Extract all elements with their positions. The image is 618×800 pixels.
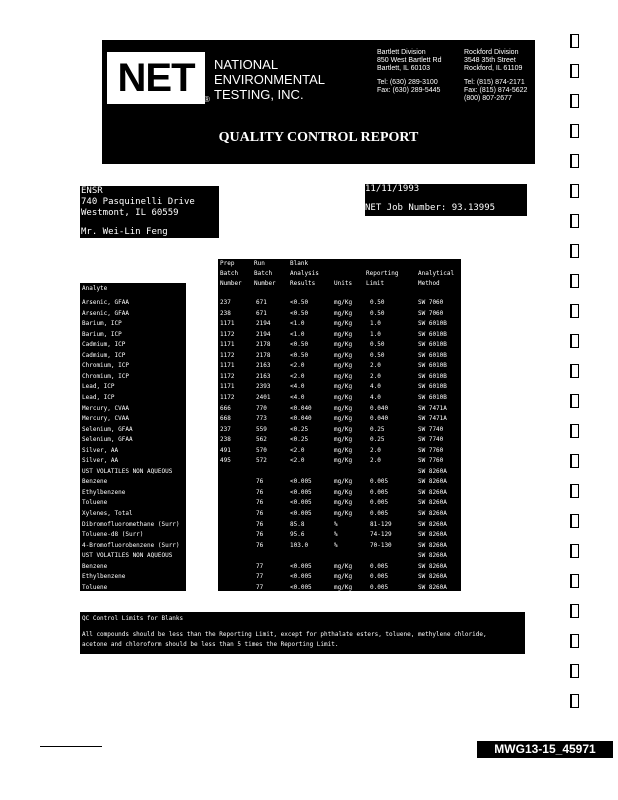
cell-prep: 491 <box>220 446 231 454</box>
column-header-run: Number <box>254 280 276 287</box>
cell-prep: 238 <box>220 436 231 444</box>
cell-method: SW 8260A <box>418 583 447 591</box>
cell-limit: 0.005 <box>370 478 389 486</box>
cell-analyte: Chromium, ICP <box>82 362 129 370</box>
cell-prep: 1171 <box>220 341 235 349</box>
cell-limit: 74-129 <box>370 531 392 539</box>
cell-result: <1.0 <box>290 320 305 328</box>
cell-limit: 0.50 <box>370 299 385 306</box>
address-line: Tel: (630) 289-3100 <box>377 79 438 86</box>
binder-mark <box>570 364 579 378</box>
cell-analyte: Chromium, ICP <box>82 372 129 380</box>
column-header-results: Results <box>290 280 316 287</box>
cell-result: <0.50 <box>290 351 309 359</box>
cell-run: 77 <box>256 573 264 581</box>
client-line: 740 Pasquinelli Drive <box>81 197 195 207</box>
cell-units: % <box>334 520 338 528</box>
cell-method: SW 8260A <box>418 520 447 528</box>
address-line: (800) 807-2677 <box>464 95 512 102</box>
cell-analyte: Toluene-d8 (Surr) <box>82 531 144 539</box>
cell-result: <0.005 <box>290 478 312 486</box>
binder-mark <box>570 544 579 558</box>
cell-analyte: Xylenes, Total <box>82 594 133 602</box>
binder-mark <box>570 634 579 648</box>
binder-mark <box>570 244 579 258</box>
column-header-run: Run <box>254 260 265 267</box>
cell-units: mg/Kg <box>334 499 353 507</box>
cell-units: mg/Kg <box>334 510 353 517</box>
cell-result: <0.005 <box>290 594 312 602</box>
cell-method: SW 6010B <box>418 320 447 328</box>
cell-run: 76 <box>256 510 264 517</box>
cell-result: 103.0 <box>290 541 309 549</box>
address-line: Bartlett Division <box>377 49 426 56</box>
cell-units: mg/Kg <box>334 583 353 591</box>
cell-units: mg/Kg <box>334 372 353 380</box>
cell-limit: 1.0 <box>370 330 381 338</box>
cell-units: mg/Kg <box>334 573 353 581</box>
cell-method: SW 6010B <box>418 330 447 338</box>
cell-run: 76 <box>256 531 264 539</box>
report-title: QUALITY CONTROL REPORT <box>218 130 419 145</box>
cell-analyte: Xylenes, Total <box>82 510 133 517</box>
client-line: ENSR <box>81 186 103 196</box>
address-line: Fax: (630) 289-5445 <box>377 87 441 94</box>
address-line: Rockford, IL 61109 <box>464 65 523 72</box>
client-line: Westmont, IL 60559 <box>81 208 179 218</box>
cell-limit: 0.25 <box>370 425 385 433</box>
cell-units: mg/Kg <box>334 425 353 433</box>
cell-limit: 4.0 <box>370 393 381 401</box>
cell-limit: 0.50 <box>370 351 385 359</box>
cell-limit: 0.005 <box>370 583 389 591</box>
address-line: Fax: (815) 874-5622 <box>464 87 528 94</box>
cell-units: mg/Kg <box>334 404 353 412</box>
column-header-units: Units <box>334 280 353 287</box>
cell-limit: 2.0 <box>370 446 381 454</box>
binder-mark <box>570 394 579 408</box>
cell-analyte: Arsenic, GFAA <box>82 309 129 317</box>
cell-method: SW 8260A <box>418 552 447 560</box>
cell-limit: 0.005 <box>370 594 389 602</box>
cell-units: mg/Kg <box>334 446 353 454</box>
cell-method: SW 8260A <box>418 594 447 602</box>
cell-units: mg/Kg <box>334 457 353 465</box>
cell-units: mg/Kg <box>334 341 353 349</box>
cell-method: SW 8260A <box>418 467 447 475</box>
column-header-limit: Limit <box>366 280 385 287</box>
cell-run: 2401 <box>256 393 271 401</box>
column-header-prep: Number <box>220 280 242 287</box>
cell-method: SW 8260A <box>418 562 447 570</box>
cell-prep: 1171 <box>220 362 235 370</box>
cell-prep: 237 <box>220 299 231 306</box>
column-header-method: Analytical <box>418 270 455 277</box>
cell-method: SW 7740 <box>418 436 444 444</box>
cell-method: SW 8260A <box>418 488 447 496</box>
cell-prep: 666 <box>220 404 231 412</box>
cell-method: SW 6010B <box>418 393 447 401</box>
cell-result: <0.25 <box>290 425 309 433</box>
cell-result: <0.50 <box>290 309 309 317</box>
footnote-line: All compounds should be less than the Reporting Limit, except for phthalate esters, toluene, methylene chloride, <box>82 631 487 638</box>
cell-run: 77 <box>256 594 264 602</box>
registered-mark: ® <box>204 95 210 104</box>
client-contact: Mr. Wei-Lin Feng <box>81 227 168 237</box>
cell-method: SW 6010B <box>418 372 447 380</box>
binder-mark <box>570 574 579 588</box>
cell-run: 77 <box>256 583 264 591</box>
cell-result: <0.005 <box>290 488 312 496</box>
column-header-limit: Reporting <box>366 270 399 277</box>
cell-prep: 668 <box>220 415 231 423</box>
cell-units: mg/Kg <box>334 299 353 306</box>
divider <box>40 746 102 747</box>
cell-run: 770 <box>256 404 267 412</box>
binder-mark <box>570 34 579 48</box>
cell-limit: 0.50 <box>370 309 385 317</box>
cell-run: 572 <box>256 457 267 465</box>
qc-footnote <box>80 612 525 654</box>
cell-result: <0.50 <box>290 299 309 306</box>
cell-prep: 1171 <box>220 383 235 391</box>
cell-run: 671 <box>256 299 267 306</box>
column-header-analyte: Analyte <box>82 285 108 292</box>
cell-analyte: Silver, AA <box>82 457 119 465</box>
cell-result: <0.50 <box>290 341 309 349</box>
cell-result: <4.0 <box>290 383 305 391</box>
cell-run: 76 <box>256 488 264 496</box>
cell-result: <0.005 <box>290 499 312 507</box>
binder-mark <box>570 694 579 708</box>
cell-units: mg/Kg <box>334 393 353 401</box>
cell-result: <0.005 <box>290 510 312 517</box>
cell-limit: 0.25 <box>370 436 385 444</box>
cell-run: 76 <box>256 541 264 549</box>
cell-analyte: Toluene <box>82 499 108 507</box>
cell-analyte: UST VOLATILES NON AQUEOUS <box>82 467 173 475</box>
cell-units: mg/Kg <box>334 415 353 423</box>
cell-method: SW 7471A <box>418 404 447 412</box>
cell-result: <4.0 <box>290 393 305 401</box>
address-line: Rockford Division <box>464 49 519 56</box>
cell-analyte: Silver, AA <box>82 446 119 454</box>
cell-run: 570 <box>256 446 267 454</box>
cell-run: 773 <box>256 415 267 423</box>
cell-analyte: Lead, ICP <box>82 383 115 391</box>
cell-units: mg/Kg <box>334 488 353 496</box>
cell-units: mg/Kg <box>334 309 353 317</box>
cell-method: SW 8260A <box>418 510 447 517</box>
cell-analyte: Lead, ICP <box>82 393 115 401</box>
cell-result: <1.0 <box>290 330 305 338</box>
binder-mark <box>570 454 579 468</box>
cell-run: 76 <box>256 499 264 507</box>
cell-result: 85.8 <box>290 520 305 528</box>
cell-analyte: Barium, ICP <box>82 320 122 328</box>
cell-limit: 2.0 <box>370 362 381 370</box>
company-name-line: NATIONAL <box>214 57 279 72</box>
cell-result: <2.0 <box>290 372 305 380</box>
cell-run: 2178 <box>256 351 271 359</box>
column-header-prep: Batch <box>220 270 239 277</box>
footnote-line: acetone and chloroform should be less than 5 times the Reporting Limit. <box>82 641 339 648</box>
binder-mark <box>570 514 579 528</box>
cell-limit: 4.0 <box>370 383 381 391</box>
address-line: 3548 35th Street <box>464 57 516 64</box>
cell-limit: 0.005 <box>370 499 389 507</box>
cell-method: SW 7060 <box>418 299 444 306</box>
cell-units: % <box>334 541 338 549</box>
cell-analyte: Ethylbenzene <box>82 488 126 496</box>
cell-units: mg/Kg <box>334 478 353 486</box>
cell-prep: 237 <box>220 425 231 433</box>
cell-limit: 81-129 <box>370 520 392 528</box>
binder-mark <box>570 604 579 618</box>
cell-result: <0.25 <box>290 436 309 444</box>
cell-analyte: UST VOLATILES NON AQUEOUS <box>82 552 173 560</box>
cell-run: 2393 <box>256 383 271 391</box>
cell-prep: 1172 <box>220 372 235 380</box>
cell-limit: 2.0 <box>370 457 381 465</box>
cell-result: <2.0 <box>290 446 305 454</box>
cell-prep: 1172 <box>220 330 235 338</box>
column-header-results: Blank <box>290 260 309 267</box>
cell-analyte: Benzene <box>82 562 108 570</box>
cell-units: mg/Kg <box>334 362 353 370</box>
cell-method: SW 6010B <box>418 351 447 359</box>
cell-method: SW 7760 <box>418 446 444 454</box>
cell-run: 2178 <box>256 341 271 349</box>
company-name-line: ENVIRONMENTAL <box>214 72 325 87</box>
cell-units: % <box>334 531 338 539</box>
cell-analyte: Mercury, CVAA <box>82 404 129 412</box>
cell-units: mg/Kg <box>334 330 353 338</box>
cell-limit: 0.040 <box>370 404 389 412</box>
cell-run: 2194 <box>256 330 271 338</box>
binder-mark <box>570 124 579 138</box>
cell-analyte: Dibromofluoromethane (Surr) <box>82 520 180 528</box>
cell-result: <2.0 <box>290 362 305 370</box>
cell-run: 76 <box>256 478 264 486</box>
cell-analyte: Barium, ICP <box>82 330 122 338</box>
cell-analyte: Ethylbenzene <box>82 573 126 581</box>
cell-limit: 0.040 <box>370 415 389 423</box>
binder-mark <box>570 664 579 678</box>
cell-units: mg/Kg <box>334 320 353 328</box>
cell-method: SW 6010B <box>418 341 447 349</box>
footnote-title: QC Control Limits for Blanks <box>82 615 184 622</box>
cell-run: 2194 <box>256 320 271 328</box>
binder-mark <box>570 154 579 168</box>
cell-method: SW 6010B <box>418 362 447 370</box>
job-number: NET Job Number: 93.13995 <box>365 203 496 213</box>
cell-prep: 495 <box>220 457 231 465</box>
cell-method: SW 8260A <box>418 541 447 549</box>
cell-method: SW 8260A <box>418 531 447 539</box>
cell-limit: 1.0 <box>370 320 381 328</box>
column-header-run: Batch <box>254 270 273 277</box>
binder-mark <box>570 334 579 348</box>
cell-prep: 1172 <box>220 393 235 401</box>
cell-units: mg/Kg <box>334 562 353 570</box>
address-line: 850 West Bartlett Rd <box>377 57 442 64</box>
cell-result: 95.6 <box>290 531 305 539</box>
cell-units: mg/Kg <box>334 436 353 444</box>
report-subtitle: BLANK ANALYSIS <box>250 156 332 165</box>
cell-method: SW 7740 <box>418 425 444 433</box>
binder-mark <box>570 64 579 78</box>
column-header-results: Analysis <box>290 270 319 277</box>
cell-analyte: Mercury, CVAA <box>82 415 129 423</box>
address-line: Tel: (815) 874-2171 <box>464 79 525 86</box>
cell-limit: 0.005 <box>370 510 389 517</box>
cell-method: SW 6010B <box>418 383 447 391</box>
address-line: Bartlett, IL 60103 <box>377 65 431 72</box>
cell-analyte: Selenium, GFAA <box>82 425 133 433</box>
document-id: MWG13-15_45971 <box>477 741 613 758</box>
cell-analyte: Cadmium, ICP <box>82 351 126 359</box>
cell-method: SW 8260A <box>418 573 447 581</box>
cell-result: <0.005 <box>290 562 312 570</box>
binder-mark <box>570 184 579 198</box>
cell-method: SW 7471A <box>418 415 447 423</box>
cell-limit: 70-130 <box>370 541 392 549</box>
cell-run: 559 <box>256 425 267 433</box>
cell-units: mg/Kg <box>334 383 353 391</box>
cell-analyte: Toluene <box>82 583 108 591</box>
cell-run: 2163 <box>256 372 271 380</box>
cell-units: mg/Kg <box>334 594 353 602</box>
cell-run: 562 <box>256 436 267 444</box>
cell-limit: 0.005 <box>370 488 389 496</box>
cell-run: 671 <box>256 309 267 317</box>
cell-method: SW 7060 <box>418 309 444 317</box>
cell-limit: 2.0 <box>370 372 381 380</box>
cell-units: mg/Kg <box>334 351 353 359</box>
cell-result: <0.005 <box>290 573 312 581</box>
cell-analyte: Arsenic, GFAA <box>82 299 129 306</box>
binder-mark <box>570 274 579 288</box>
cell-prep: 1171 <box>220 320 235 328</box>
cell-method: SW 8260A <box>418 478 447 486</box>
company-logo: NET <box>107 52 205 104</box>
cell-result: <0.005 <box>290 583 312 591</box>
cell-run: 2163 <box>256 362 271 370</box>
binder-mark <box>570 424 579 438</box>
report-date: 11/11/1993 <box>365 184 420 194</box>
cell-result: <0.040 <box>290 404 312 412</box>
binder-mark <box>570 214 579 228</box>
cell-prep: 1172 <box>220 351 235 359</box>
cell-limit: 0.005 <box>370 573 389 581</box>
cell-analyte: Selenium, GFAA <box>82 436 133 444</box>
company-name-line: TESTING, INC. <box>214 87 304 102</box>
cell-method: SW 7760 <box>418 457 444 465</box>
cell-prep: 238 <box>220 309 231 317</box>
binder-mark <box>570 94 579 108</box>
column-header-method: Method <box>418 280 440 287</box>
binder-mark <box>570 304 579 318</box>
cell-analyte: Benzene <box>82 478 108 486</box>
cell-method: SW 8260A <box>418 499 447 507</box>
cell-run: 77 <box>256 562 264 570</box>
cell-run: 76 <box>256 520 264 528</box>
cell-limit: 0.50 <box>370 341 385 349</box>
column-header-prep: Prep <box>220 260 235 267</box>
cell-analyte: Cadmium, ICP <box>82 341 126 349</box>
binder-mark <box>570 484 579 498</box>
cell-limit: 0.005 <box>370 562 389 570</box>
cell-result: <2.0 <box>290 457 305 465</box>
cell-result: <0.040 <box>290 415 312 423</box>
cell-analyte: 4-Bromofluorobenzene (Surr) <box>82 541 180 549</box>
